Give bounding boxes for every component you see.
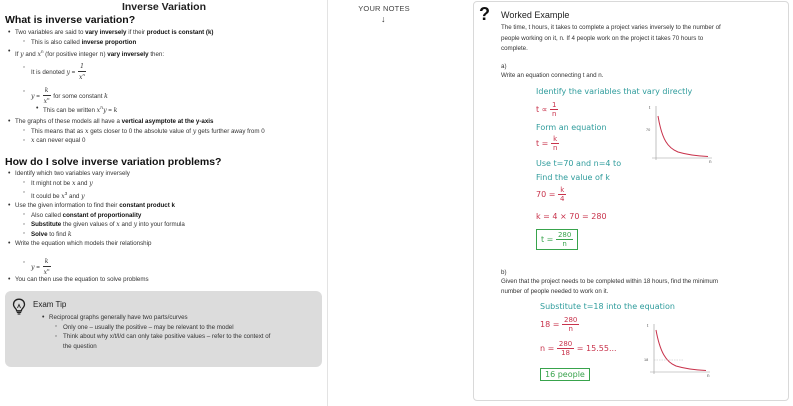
n-axis-label: n xyxy=(709,159,712,164)
page-title: Inverse Variation xyxy=(121,1,207,13)
step-t-eq: t = $\frac{k}{n}$ xyxy=(536,135,558,152)
reciprocal-graph-b xyxy=(640,320,712,378)
fraction: $\frac{1}{x^n}$ xyxy=(79,63,85,81)
note-line: ◦ Also called constant of proportionality xyxy=(31,212,141,220)
tick-label: 18 xyxy=(644,358,649,362)
curve xyxy=(656,330,706,371)
t-axis-label: t xyxy=(647,323,649,328)
note-line: ◦ Substitute the given values of x and y into your formula xyxy=(31,221,185,229)
part-b-question: Given that the project needs to be completed within 18 hours, find the minimum xyxy=(501,278,719,285)
note-line: ◦ This means that as x gets closer to 0 the absolute value of y gets further away from 0 xyxy=(31,128,265,136)
note-line: ◦ It might not be x and y xyxy=(31,180,93,188)
step-find: Find the value of k xyxy=(536,173,610,182)
lightbulb-icon xyxy=(12,298,26,315)
worked-example-card xyxy=(473,1,789,401)
example-intro: complete. xyxy=(501,45,528,52)
tip-line: ◦ Only one – usually the positive – may be relevant to the model xyxy=(63,324,234,332)
fraction: $\frac{k}{x^n}$ xyxy=(43,87,50,105)
note-line: ◦ Solve to find k xyxy=(31,231,72,239)
answer-b-box: 16 people xyxy=(540,368,590,381)
section-heading-how: How do I solve inverse variation problems? xyxy=(5,156,222,168)
step-identify: Identify the variables that vary directly xyxy=(536,87,693,96)
part-a-label: a) xyxy=(501,63,507,70)
your-notes-label[interactable]: YOUR NOTES xyxy=(358,4,410,13)
note-line: • Write the equation which models their relationship xyxy=(15,240,151,248)
note-line: ◦ It is denoted y = $\frac{1}{x^n}$ xyxy=(31,64,87,81)
step-calc: k = 4 × 70 = 280 xyxy=(536,212,607,221)
example-intro: The time, t hours, it takes to complete a project varies inversely to the number of xyxy=(501,24,721,31)
tip-line: the question xyxy=(63,342,97,350)
notes-panel xyxy=(0,0,328,406)
note-line: ◦ y = $\frac{k}{x^n}$ for some constant k xyxy=(31,88,108,105)
note-line: • Identify which two variables vary inversely xyxy=(15,170,130,178)
exam-tip-box xyxy=(5,291,322,367)
curve xyxy=(658,116,708,157)
example-intro: people working on it, n. If 4 people work on the project it takes 70 hours to xyxy=(501,34,704,42)
answer-a-box: t = $\frac{280}{n}$ xyxy=(536,229,578,250)
fraction: $\frac{k}{x^n}$ xyxy=(43,258,50,276)
step-use: Use t=70 and n=4 to xyxy=(536,159,622,168)
step-t-prop: t ∝ $\frac{1}{n}$ xyxy=(536,101,557,118)
tip-line: • Reciprocal graphs generally have two parts/curves xyxy=(49,314,188,322)
part-a-question: Write an equation connecting t and n. xyxy=(501,72,604,79)
note-line: • Two variables are said to vary inversely if their product is constant (k) xyxy=(15,29,213,37)
step-form: Form an equation xyxy=(536,123,607,132)
note-line: • The graphs of these models all have a vertical asymptote at the y-axis xyxy=(15,118,213,126)
part-b-label: b) xyxy=(501,269,507,276)
exam-tip-title: Exam Tip xyxy=(33,300,67,309)
step-seventy: 70 = $\frac{k}{4}$ xyxy=(536,186,565,203)
note-line: • This can be written $x^ny = k$ xyxy=(43,105,117,115)
reciprocal-graph-a xyxy=(642,102,714,166)
tip-line: ◦ Think about why x/t/l/d can only take positive values – refer to the context of xyxy=(63,333,270,341)
question-mark-icon: ? xyxy=(479,4,490,24)
worked-example-title: Worked Example xyxy=(501,10,570,20)
n-axis-label: n xyxy=(707,373,710,378)
arrow-down-icon[interactable]: ↓ xyxy=(381,14,386,24)
t-axis-label: t xyxy=(649,105,651,110)
step-n-eq: n = $\frac{280}{18}$ = 15.55... xyxy=(540,340,617,357)
note-line: • You can then use the equation to solve problems xyxy=(15,276,149,284)
step-eq18: 18 = $\frac{280}{n}$ xyxy=(540,316,578,333)
tick-label: 70 xyxy=(646,128,651,132)
part-b-question: number of people needed to work on it. xyxy=(501,288,609,295)
note-line: ◦ It could be $x^3$ and y xyxy=(31,190,85,201)
note-line: ◦ x can never equal 0 xyxy=(31,137,85,145)
step-substitute: Substitute t=18 into the equation xyxy=(540,302,675,311)
note-line: ◦ This is also called inverse proportion xyxy=(31,39,136,47)
section-heading-what: What is inverse variation? xyxy=(5,14,136,26)
note-line: • If y and $x^n$ (for positive integer n) vary inversely then: xyxy=(15,48,164,59)
note-line: • Use the given information to find their constant product k xyxy=(15,202,175,210)
note-line: ◦ y = $\frac{k}{x^n}$ xyxy=(31,259,52,276)
